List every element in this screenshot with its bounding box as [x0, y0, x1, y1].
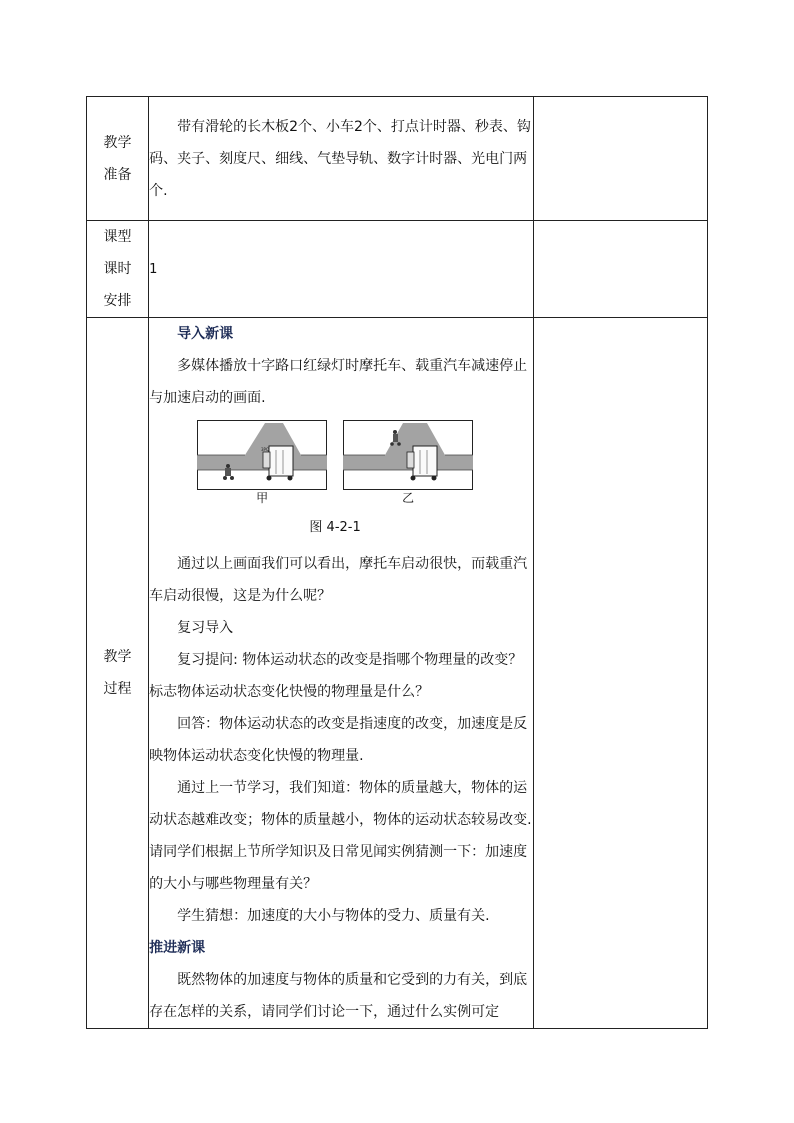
side-cell	[533, 97, 707, 221]
label-schedule	[87, 221, 149, 318]
heading-new-lesson: 推进新课	[149, 940, 206, 956]
row-schedule	[87, 221, 708, 318]
paragraph: 回答：物体运动状态的改变是指速度的改变，加速度是反映物体运动状态变化快慢的物理量.	[149, 716, 528, 764]
label-teaching-prep	[87, 97, 149, 221]
paragraph: 复习提问: 物体运动状态的改变是指哪个物理量的改变？标志物体运动状态变化快慢的物理量是什么？	[149, 652, 523, 700]
schedule-value: 1	[149, 221, 534, 318]
figure-sub-label-left: 甲	[256, 491, 269, 505]
paragraph: 复习导入	[177, 620, 234, 636]
prep-content: 带有滑轮的长木板2个、小车2个、打点计时器、秒表、钩码、夹子、刻度尺、细线、气垫导轨、数字计时器、光电门两个.	[149, 97, 534, 221]
label-line: 安排	[103, 293, 132, 309]
label-teaching-process	[87, 318, 149, 1029]
figure-sub-label-right: 乙	[402, 491, 415, 505]
label-line: 准备	[103, 166, 132, 183]
figure-panel-right-illustration	[343, 420, 473, 490]
figure-caption: 图 4-2-1	[309, 520, 361, 535]
paragraph: 通过以上画面我们可以看出，摩托车启动很快，而载重汽车启动很慢，这是为什么呢？	[149, 556, 528, 604]
row-teaching-process	[87, 318, 708, 1029]
label-line: 课时	[103, 261, 132, 277]
paragraph: 学生猜想：加速度的大小与物体的受力、质量有关.	[177, 908, 490, 924]
figure-panel-left-illustration	[197, 420, 327, 490]
process-content	[149, 318, 534, 1029]
side-cell	[533, 221, 707, 318]
row-teaching-prep	[87, 97, 708, 221]
label-line: 课型	[103, 229, 132, 245]
paragraph: 既然物体的加速度与物体的质量和它受到的力有关，到底存在怎样的关系，请同学们讨论一下，通过什么实例可定	[149, 972, 528, 1020]
lesson-plan-table	[86, 96, 708, 1029]
label-line: 教学	[103, 134, 132, 151]
label-line: 教学	[103, 649, 132, 665]
side-cell	[533, 318, 707, 1029]
figure-4-2-1	[149, 420, 521, 548]
paragraph: 多媒体播放十字路口红绿灯时摩托车、载重汽车减速停止与加速启动的画面.	[149, 358, 528, 406]
label-line: 过程	[103, 681, 132, 697]
heading-intro: 导入新课	[177, 326, 234, 342]
truck-label: 3PQ	[261, 447, 270, 452]
paragraph: 通过上一节学习，我们知道：物体的质量越大，物体的运动状态越难改变；物体的质量越小，物体的运动状态较易改变.请同学们根据上节所学知识及日常见闻实例猜测一下：加速度的大小与哪些物理量有关？	[149, 780, 532, 892]
